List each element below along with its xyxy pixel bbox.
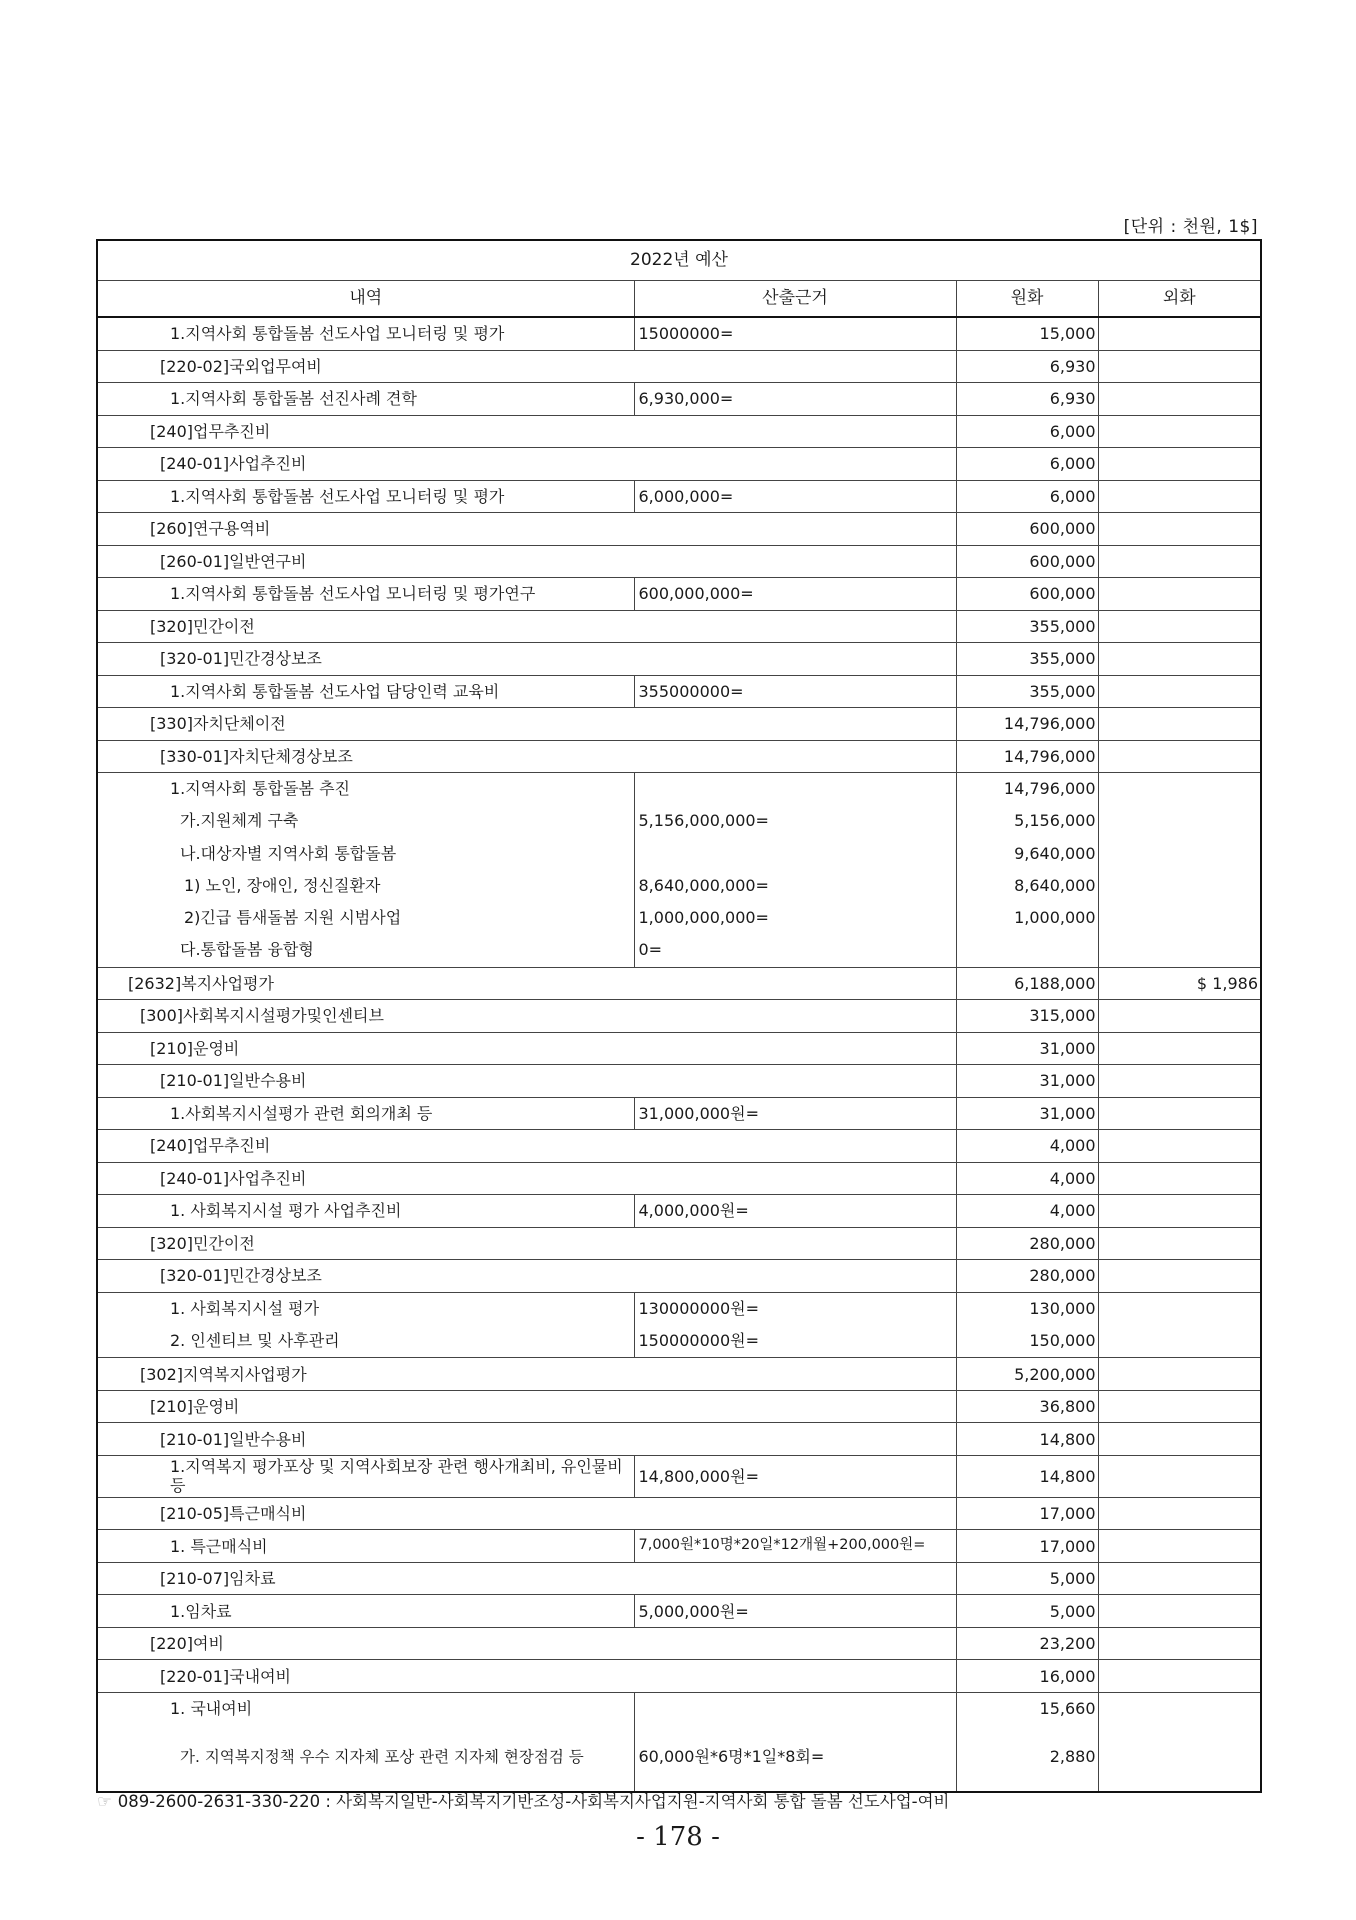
footer-note [97,1788,949,1812]
row-fx: $ 1,986 [1098,967,1261,1000]
row-krw: 6,000 [956,415,1098,448]
row-calc: 15000000= [634,317,956,350]
row-fx [1098,740,1261,773]
row-fx [1098,1162,1261,1195]
table-row [97,1065,1261,1098]
table-row [97,578,1261,611]
line-label: 1. 사회복지시설 평가 [170,1298,320,1318]
group-fx [1098,773,1261,968]
row-label: [300]사회복지시설평가및인센티브 [97,1000,956,1033]
line-krw: 8,640,000 [1014,875,1096,895]
row-fx [1098,1530,1261,1563]
row-label: 1. 특근매식비 [97,1530,634,1563]
table-row [97,1195,1261,1228]
row-calc: 31,000,000원= [634,1097,956,1130]
row-krw: 4,000 [956,1162,1098,1195]
line-krw [959,934,1096,966]
row-krw: 4,000 [956,1195,1098,1228]
line-label: 다.통합돌봄 융합형 [180,940,314,960]
row-fx [1098,1390,1261,1423]
row-label: 1.지역사회 통합돌봄 선도사업 모니터링 및 평가연구 [97,578,634,611]
table-row-group [97,1292,1261,1358]
row-label: [210-05]특근매식비 [97,1497,956,1530]
row-krw: 280,000 [956,1260,1098,1293]
line-calc [639,838,954,870]
row-calc: 14,800,000원= [634,1455,956,1497]
table-row [97,1227,1261,1260]
table-title-row [97,240,1261,281]
row-calc: 4,000,000원= [634,1195,956,1228]
row-fx [1098,350,1261,383]
table-row [97,1260,1261,1293]
row-krw: 15,000 [956,317,1098,350]
row-krw: 355,000 [956,643,1098,676]
row-fx [1098,578,1261,611]
row-fx [1098,1358,1261,1391]
line-label: 2)긴급 틈새돌봄 지원 시범사업 [184,908,402,928]
row-krw: 4,000 [956,1130,1098,1163]
row-label: [320-01]민간경상보조 [97,1260,956,1293]
row-fx [1098,1195,1261,1228]
row-label: [260]연구용역비 [97,513,956,546]
group-calcs [634,773,956,968]
row-fx [1098,1227,1261,1260]
row-fx [1098,1065,1261,1098]
table-header-row [97,281,1261,318]
line-calc: 5,156,000,000= [638,811,769,831]
table-row [97,513,1261,546]
row-calc: 5,000,000원= [634,1595,956,1628]
row-fx [1098,1423,1261,1456]
row-krw: 14,796,000 [956,708,1098,741]
row-krw: 355,000 [956,610,1098,643]
row-fx [1098,545,1261,578]
table-row [97,610,1261,643]
row-fx [1098,675,1261,708]
row-label: [260-01]일반연구비 [97,545,956,578]
row-label: [2632]복지사업평가 [97,967,956,1000]
line-label: 가. 지역복지정책 우수 지자체 포상 관련 지자체 현장점검 등 [180,1748,584,1767]
row-calc: 6,000,000= [634,480,956,513]
row-label: [240]업무추진비 [97,1130,956,1163]
table-row [97,1562,1261,1595]
line-krw: 130,000 [1029,1298,1096,1318]
row-label: 1.지역사회 통합돌봄 선진사례 견학 [97,383,634,416]
group-calcs [634,1692,956,1792]
group-calcs [634,1292,956,1358]
row-krw: 6,000 [956,480,1098,513]
row-label: [330-01]자치단체경상보조 [97,740,956,773]
table-row [97,1097,1261,1130]
header-krw: 원화 [956,281,1098,318]
row-krw: 6,000 [956,448,1098,481]
group-krw [956,773,1098,968]
line-krw: 5,156,000 [1014,811,1096,831]
row-label: [220-01]국내여비 [97,1660,956,1693]
table-row [97,1162,1261,1195]
row-label: [210]운영비 [97,1390,956,1423]
row-fx [1098,708,1261,741]
table-row [97,383,1261,416]
row-krw: 600,000 [956,545,1098,578]
table-row [97,967,1261,1000]
row-calc: 6,930,000= [634,383,956,416]
row-label: [210-07]임차료 [97,1562,956,1595]
row-krw: 36,800 [956,1390,1098,1423]
row-fx [1098,317,1261,350]
line-calc: 0= [638,940,663,960]
header-calculation-basis: 산출근거 [634,281,956,318]
footer-text: 089-2600-2631-330-220 : 사회복지일반-사회복지기반조성-사회복지사업지원-지역사회 통합 돌봄 선도사업-여비 [117,1792,950,1811]
table-row [97,480,1261,513]
row-fx [1098,1097,1261,1130]
row-fx [1098,1595,1261,1628]
row-fx [1098,513,1261,546]
line-calc: 150000000원= [638,1331,759,1351]
row-krw: 600,000 [956,513,1098,546]
line-label: 가.지원체계 구축 [180,811,299,831]
row-krw: 315,000 [956,1000,1098,1033]
row-krw: 5,000 [956,1595,1098,1628]
row-label: 1.지역사회 통합돌봄 선도사업 모니터링 및 평가 [97,317,634,350]
row-krw: 6,188,000 [956,967,1098,1000]
row-krw: 6,930 [956,350,1098,383]
line-calc [639,773,954,805]
row-krw: 31,000 [956,1032,1098,1065]
row-label: [302]지역복지사업평가 [97,1358,956,1391]
line-label: 1. 국내여비 [170,1698,253,1718]
line-krw: 150,000 [1029,1331,1096,1351]
table-row [97,1130,1261,1163]
group-fx [1098,1292,1261,1358]
row-krw: 23,200 [956,1627,1098,1660]
table-row [97,415,1261,448]
table-row [97,1627,1261,1660]
row-fx [1098,1497,1261,1530]
line-calc: 60,000원*6명*1일*8회= [638,1747,825,1767]
unit-label: [단위 : 천원, 1$] [1123,217,1258,237]
row-label: 1.지역사회 통합돌봄 선도사업 모니터링 및 평가 [97,480,634,513]
row-label: [330]자치단체이전 [97,708,956,741]
row-krw: 600,000 [956,578,1098,611]
line-krw: 9,640,000 [1014,843,1096,863]
row-krw: 16,000 [956,1660,1098,1693]
line-label: 2. 인센티브 및 사후관리 [170,1331,340,1351]
row-krw: 17,000 [956,1530,1098,1563]
table-row [97,545,1261,578]
row-krw: 5,000 [956,1562,1098,1595]
row-calc: 600,000,000= [634,578,956,611]
table-row [97,350,1261,383]
row-fx [1098,1260,1261,1293]
header-foreign-currency: 외화 [1098,281,1261,318]
row-calc: 355000000= [634,675,956,708]
table-row [97,1595,1261,1628]
row-label: 1.지역복지 평가포상 및 지역사회보장 관련 행사개최비, 유인물비 등 [97,1455,634,1497]
line-krw: 15,660 [1039,1698,1096,1718]
table-row [97,1358,1261,1391]
line-calc: 1,000,000,000= [638,908,769,928]
table-row [97,675,1261,708]
table-row [97,1660,1261,1693]
table-row [97,708,1261,741]
row-krw: 6,930 [956,383,1098,416]
table-row [97,317,1261,350]
group-labels [97,773,634,968]
row-krw: 280,000 [956,1227,1098,1260]
row-fx [1098,643,1261,676]
table-row [97,1423,1261,1456]
group-labels [97,1692,634,1792]
line-calc: 130000000원= [638,1298,759,1318]
line-krw: 14,796,000 [1003,779,1096,798]
group-fx [1098,1692,1261,1792]
row-label: [210]운영비 [97,1032,956,1065]
table-row [97,1000,1261,1033]
page-number: - 178 - [636,1822,720,1852]
line-calc: 8,640,000,000= [638,875,769,895]
row-krw: 17,000 [956,1497,1098,1530]
row-fx [1098,610,1261,643]
row-label: [320-01]민간경상보조 [97,643,956,676]
row-label: 1.지역사회 통합돌봄 선도사업 담당인력 교육비 [97,675,634,708]
row-label: 1. 사회복지시설 평가 사업추진비 [97,1195,634,1228]
row-krw: 14,800 [956,1423,1098,1456]
row-fx [1098,383,1261,416]
row-fx [1098,1455,1261,1497]
line-label: 나.대상자별 지역사회 통합돌봄 [180,843,397,863]
table-row-group [97,773,1261,968]
row-fx [1098,1627,1261,1660]
table-row [97,1390,1261,1423]
table-row [97,1497,1261,1530]
table-row [97,1032,1261,1065]
table-row [97,1455,1261,1497]
line-label: 1) 노인, 장애인, 정신질환자 [184,875,381,895]
row-label: [320]민간이전 [97,610,956,643]
budget-table [96,239,1262,1793]
row-label: 1.사회복지시설평가 관련 회의개최 등 [97,1097,634,1130]
line-krw: 1,000,000 [1014,908,1096,928]
row-label: [220]여비 [97,1627,956,1660]
row-krw: 5,200,000 [956,1358,1098,1391]
row-krw: 31,000 [956,1097,1098,1130]
table-row [97,448,1261,481]
table-title: 2022년 예산 [97,240,1261,281]
header-description: 내역 [97,281,634,318]
row-label: [240]업무추진비 [97,415,956,448]
row-fx [1098,415,1261,448]
row-krw: 355,000 [956,675,1098,708]
row-fx [1098,480,1261,513]
row-label: [210-01]일반수용비 [97,1065,956,1098]
row-label: [240-01]사업추진비 [97,1162,956,1195]
row-label: [240-01]사업추진비 [97,448,956,481]
table-row-group [97,1692,1261,1792]
line-krw: 2,880 [1049,1747,1096,1767]
row-fx [1098,1660,1261,1693]
group-krw [956,1292,1098,1358]
row-fx [1098,1130,1261,1163]
row-label: 1.임차료 [97,1595,634,1628]
pointing-hand-icon: ☞ [97,1792,112,1811]
row-fx [1098,1032,1261,1065]
group-krw [956,1692,1098,1792]
table-row [97,740,1261,773]
row-label: [320]민간이전 [97,1227,956,1260]
row-label: [220-02]국외업무여비 [97,350,956,383]
row-fx [1098,1562,1261,1595]
group-labels [97,1292,634,1358]
row-krw: 14,796,000 [956,740,1098,773]
line-label: 1.지역사회 통합돌봄 추진 [170,779,350,798]
row-label: [210-01]일반수용비 [97,1423,956,1456]
row-krw: 31,000 [956,1065,1098,1098]
table-row [97,1530,1261,1563]
row-fx [1098,1000,1261,1033]
row-calc: 7,000원*10명*20일*12개월+200,000원= [634,1530,956,1563]
table-row [97,643,1261,676]
row-fx [1098,448,1261,481]
row-krw: 14,800 [956,1455,1098,1497]
